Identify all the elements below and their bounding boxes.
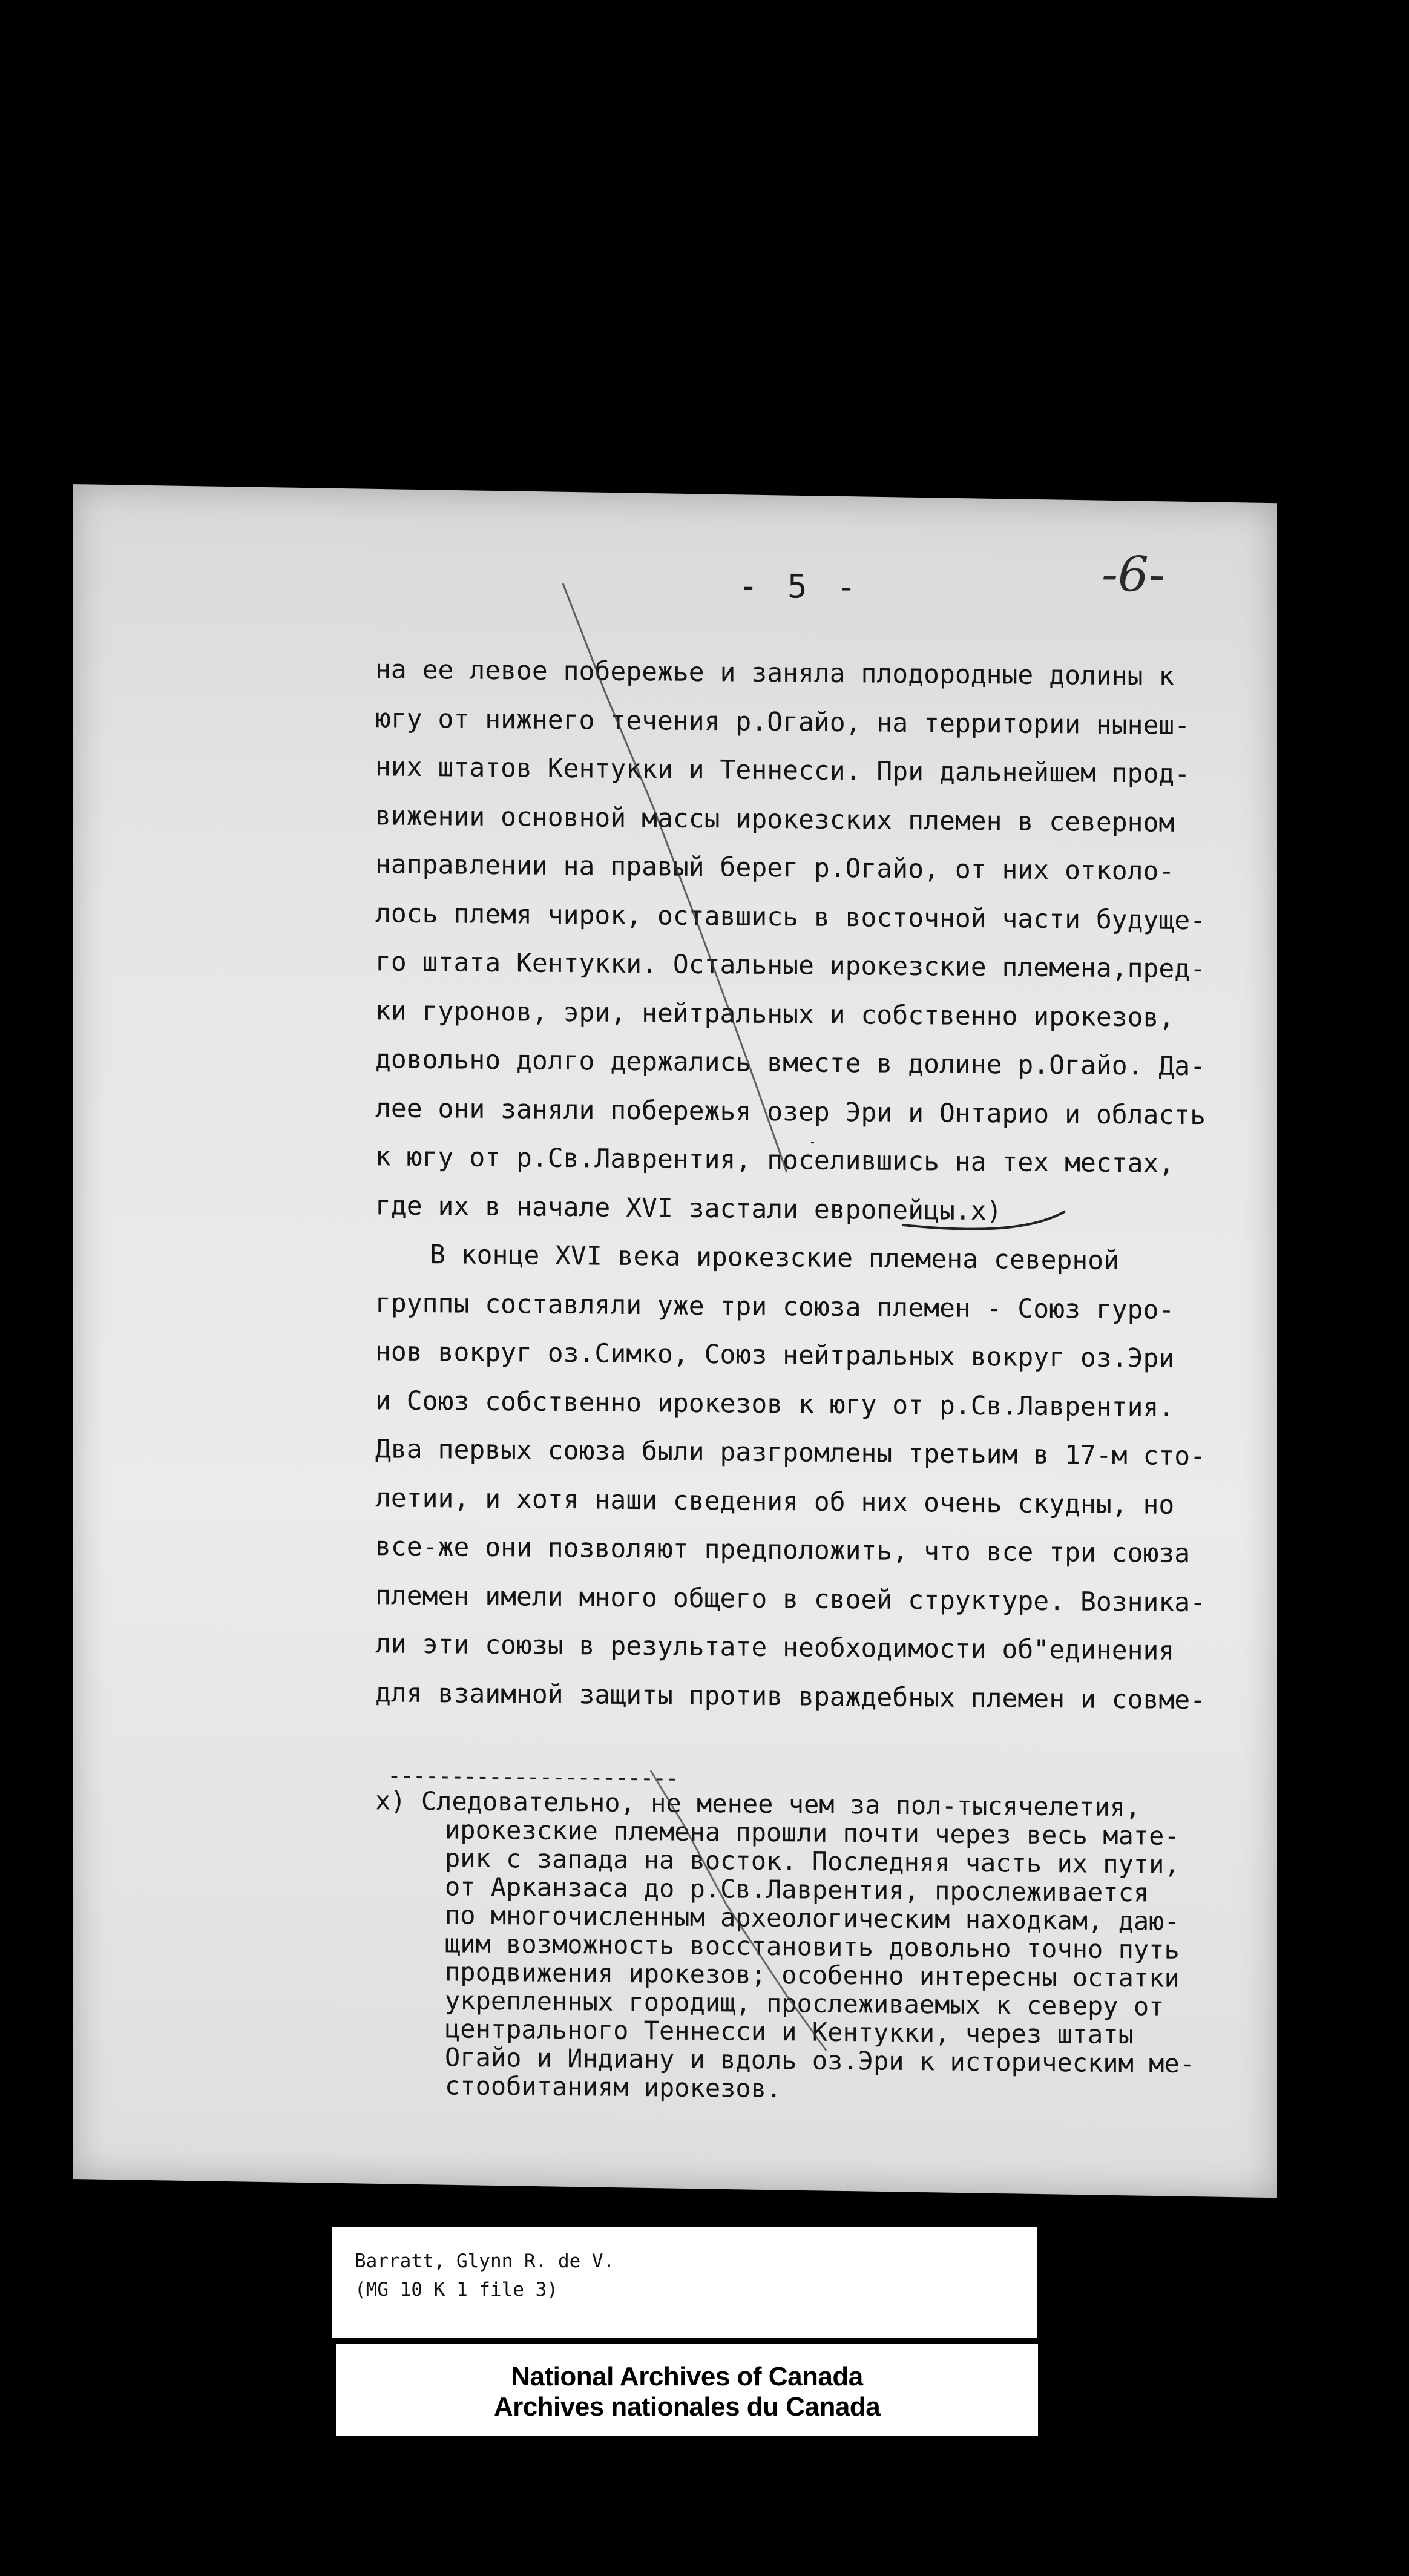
body-line: го штата Кентукки. Остальные ирокезские племена,пред- [375, 947, 1206, 985]
archive-name-english: National Archives of Canada [511, 2362, 863, 2391]
footnote [375, 1786, 1271, 2107]
body-line: ки гуронов, эри, нейтральных и собственно ирокезов, [375, 995, 1175, 1033]
body-line: племен имели много общего в своей структуре. Возника- [375, 1580, 1206, 1618]
footnote-line: x) Следовательно, не менее чем за пол-тысячелетия, [375, 1786, 1141, 1822]
footnote-line: укрепленных городищ, прослеживаемых к северу от [445, 1985, 1164, 2022]
body-line: на ее левое побережье и заняла плодородные долины к [375, 654, 1175, 692]
footnote-line: рик с запада на восток. Последняя часть их пути, [445, 1843, 1180, 1879]
body-text [375, 645, 1259, 1725]
label-author: Barratt, Glynn R. de V. [355, 2250, 615, 2272]
archive-reference-label [332, 2227, 1037, 2338]
body-line: и Союз собственно ирокезов к югу от р.Св.Лаврентия. [375, 1385, 1175, 1423]
body-line: для взаимной защиты против враждебных племен и совме- [375, 1677, 1206, 1715]
body-line: направлении на правый берег р.Огайо, от них отколо- [375, 849, 1175, 887]
archive-name-french: Archives nationales du Canada [493, 2392, 881, 2422]
footnote-line: Огайо и Индиану и вдоль оз.Эри к историческим ме- [445, 2042, 1195, 2079]
footnote-line: щим возможность восстановить довольно точно путь [445, 1928, 1180, 1965]
footnote-line: стообитаниям ирокезов. [445, 2071, 782, 2104]
body-line: лось племя чирок, оставшись в восточной части будуще- [375, 898, 1206, 936]
footnote-line: от Арканзаса до р.Св.Лаврентия, прослеживается [445, 1871, 1149, 1908]
body-line: нов вокруг оз.Симко, Союз нейтральных вокруг оз.Эри [375, 1336, 1175, 1374]
body-line: довольно долго держались вместе в долине р.Огайо. Да- [375, 1044, 1206, 1082]
handwritten-page-number: -6- [1102, 545, 1165, 603]
footnote-rule: ----------------------- [387, 1762, 678, 1792]
archive-banner [336, 2344, 1038, 2436]
body-line: летии, и хотя наши сведения об них очень скудны, но [375, 1482, 1175, 1520]
body-line: лее они заняли побережья озер Эри и Онтарио и область [375, 1092, 1206, 1131]
footnote-line: центрального Теннесси и Кентукки, через штаты [445, 2014, 1134, 2050]
body-line: Два первых союза были разгромлены третьим в 17-м сто- [375, 1434, 1206, 1472]
body-line: вижении основной массы ирокезских племен в северном [375, 800, 1175, 838]
body-line: группы составляли уже три союза племен - Союз гуро- [375, 1287, 1175, 1326]
body-line: югу от нижнего течения р.Огайо, на территории нынеш- [375, 703, 1191, 741]
page-number: - 5 - [738, 567, 861, 606]
body-line: В конце XVI века ирокезские племена северной [430, 1240, 1120, 1276]
body-line: ли эти союзы в результате необходимости об"единения [375, 1629, 1175, 1666]
footnote-line: ирокезские племена прошли почти через весь мате- [445, 1815, 1180, 1851]
label-file-reference: (MG 10 K 1 file 3) [355, 2279, 558, 2301]
body-line: них штатов Кентукки и Теннесси. При дальнейшем прод- [375, 752, 1191, 790]
page-content [73, 488, 1277, 2193]
document-page [73, 484, 1277, 2198]
body-line: к югу от р.Св.Лаврентия, поселившись на тех местах, [375, 1142, 1175, 1179]
footnote-line: продвижения ирокезов; особенно интересны остатки [445, 1957, 1180, 1993]
body-line: где их в начале XVI застали европейцы.x) [375, 1190, 1002, 1226]
body-line: все-же они позволяют предположить, что все три союза [375, 1531, 1191, 1569]
footnote-line: по многочисленным археологическим находкам, даю- [445, 1900, 1180, 1936]
